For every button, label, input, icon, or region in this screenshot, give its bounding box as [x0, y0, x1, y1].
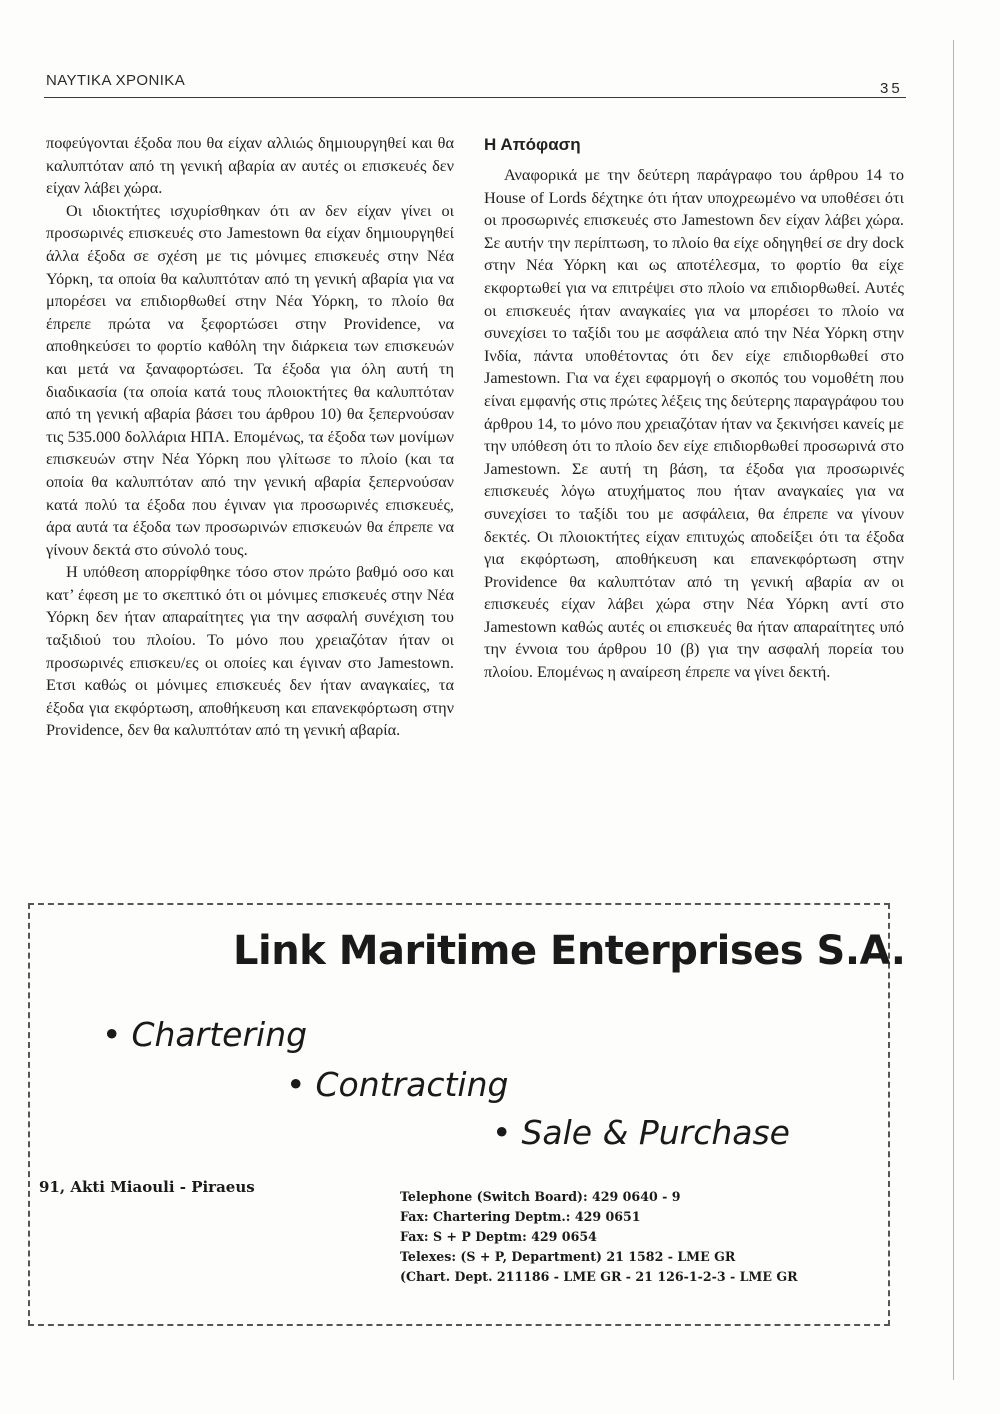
paragraph: ποφεύγονται έξοδα που θα είχαν αλλιώς δημιουργηθεί και θα καλυπτόταν από τη γενική αβαρία αν αυτές οι επισκευές δεν είχαν λάβει χώρα. [46, 133, 454, 198]
left-column [46, 132, 454, 742]
ad-service-label: Contracting [315, 1065, 509, 1104]
header-divider [44, 97, 906, 98]
ad-service-chartering [102, 1015, 307, 1054]
ad-contact-fax-sp: Fax: S + P Deptm: 429 0654 [400, 1229, 597, 1244]
ad-service-sale-purchase [492, 1113, 790, 1152]
advertisement [28, 903, 906, 1326]
paragraph: Οι ιδιοκτήτες ισχυρίσθηκαν ότι αν δεν είχαν γίνει οι προσωρινές επισκευές στο Jamestown θα είχαν δημιουργηθεί άλλα έξοδα σε σχέση με τις μόνιμες επισκευές στην Νέα Υόρκη, τα οποία θα καλυπτόταν από τη γενική αβαρία για να μπορέσει να επιδιορθωθεί στην Νέα Υόρκη, το πλοίο θα έπρεπε πρώτα να ξεφορτώσει στην Providence, να αποθηκεύσει το φορτίο καθόλη την διάρκεια των επισκευών και μετά να ξαναφορτώσει. Τα έξοδα για όλη αυτή τη διαδικασία (τα οποία κατά τους πλοιοκτήτες θα καλυπτόταν από τη γενική αβαρία βάσει του άρθρου 10) θα ξεπερνούσαν τις 535.000 δολλάρια ΗΠΑ. Επομένως, τα έξοδα των μονίμων επισκευών στην Νέα Υόρκη που γλίτωσε το πλοίο (και τα οποία θα καλυπτόταν από την γενική αβαρία ξεπερνούσαν κατά πολύ τα έξοδα που έγιναν για προσωρινές επισκευές, άρα αυτά τα έξοδα των προσωρινών επισκευών θα έπρεπε να γίνουν δεκτά στο σύνολό τους. [46, 200, 454, 559]
ad-contact-chart-dept: (Chart. Dept. 211186 - LME GR - 21 126-1-2-3 - LME GR [400, 1269, 798, 1284]
ad-service-label: Chartering [131, 1015, 308, 1054]
ad-service-label: Sale & Purchase [521, 1113, 790, 1152]
page-edge-line [953, 40, 954, 1380]
ad-company-name: Link Maritime Enterprises S.A. [233, 928, 906, 974]
bullet-icon: • [492, 1113, 512, 1152]
paragraph: Η υπόθεση απορρίφθηκε τόσο στον πρώτο βαθμό οσο και κατ’ έφεση με το σκεπτικό ότι οι μόνιμες επισκευές στην Νέα Υόρκη δεν ήταν απαραίτητες για την ασφαλή συνέχιση του ταξιδιού του πλοίου. Το μόνο που χρειαζόταν ήταν οι προσωρινές επισκευ/ες οι οποίες και έγιναν στο Jamestown. Ετσι καθώς οι μόνιμες επισκευές δεν ήταν αναγκαίες, τα έξοδα για εκφόρτωση, αποθήκευση και επανεκφόρτωση στην Providence, δεν θα καλυπτόταν από τη γενική αβαρία. [46, 562, 454, 740]
paragraph: Αναφορικά με την δεύτερη παράγραφο του άρθρου 14 το House of Lords δέχτηκε ότι ήταν υποχρεωμένο να υποθέσει ότι οι προσωρινές επισκευές στο Jamestown δεν είχαν λάβει χώρα. Σε αυτήν την περίπτωση, το πλοίο θα είχε οδηγηθεί σε dry dock στην Νέα Υόρκη και ως αποτέλεσμα, το φορτίο θα είχε εκφορτωθεί για να επιτρέψει στο πλοίο να επιδιορθωθεί. Αυτές οι επισκευές ήταν αναγκαίες για να μπορέσει το πλοίο να συνεχίσει το ταξίδι του με ασφάλεια από την Νέα Υόρκη στην Ινδία, πάντα υποθέτοντας ότι δεν είχε επιδιορθωθεί στο Jamestown. Για να έχει εφαρμογή ο σκοπός του νομοθέτη που είναι εμφανής στις πρώτες λέξεις της δεύτερης παραγράφου του άρθρου 14, το μόνο που χρειαζόταν ήταν να ξεκινήσει κανείς με την υπόθεση ότι το πλοίο δεν είχε επιδιορθωθεί προσωρινά στο Jamestown. Σε αυτή τη βάση, τα έξοδα για προσωρινές επισκευές λόγω ατυχήματος που ήταν αναγκαίες για να συνεχίσει το ταξίδι του με ασφάλεια, θα έπρεπε να γίνουν δεκτές. Οι πλοιοκτήτες είχαν επιτυχώς αποδείξει ότι τα έξοδα για εκφόρτωση, αποθήκευση και επανεκφόρτωση στην Providence θα καλυπτόταν από τη γενική αβαρία αν οι επισκευές είχαν λάβει χώρα στην Νέα Υόρκη αντί στο Jamestown καθώς αυτές οι επισκευές θα ήταν απαραίτητες υπό την έννοια του άρθρου 10 (β) για την ασφαλή πορεία του πλοίου. Επομένως η αναίρεση έπρεπε να γίνει δεκτή. [484, 165, 904, 682]
ad-contact-telexes: Telexes: (S + P, Department) 21 1582 - LME GR [400, 1249, 736, 1264]
right-column [484, 134, 904, 684]
ad-contact-fax-chartering: Fax: Chartering Deptm.: 429 0651 [400, 1209, 641, 1224]
ad-service-contracting [286, 1065, 508, 1104]
ad-contact-list [400, 1187, 798, 1287]
bullet-icon: • [102, 1015, 122, 1054]
section-heading: Η Απόφαση [484, 135, 581, 154]
ad-contact-telephone: Telephone (Switch Board): 429 0640 - 9 [400, 1189, 681, 1204]
page-number: 35 [880, 80, 903, 97]
ad-address: 91, Akti Miaouli - Piraeus [39, 1178, 255, 1196]
bullet-icon: • [286, 1065, 306, 1104]
running-title: ΝΑΥΤΙΚΑ ΧΡΟΝΙΚΑ [46, 72, 186, 89]
